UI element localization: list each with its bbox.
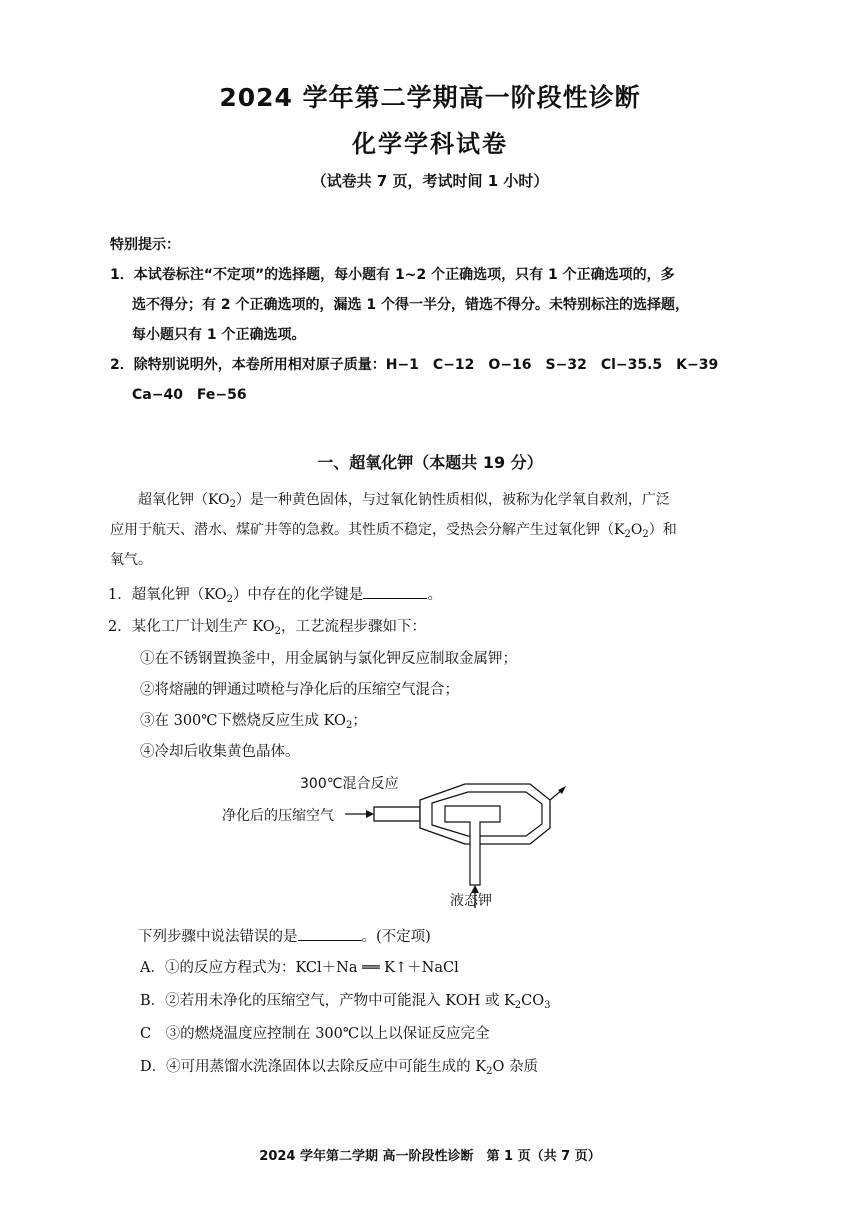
reactor-diagram bbox=[200, 770, 660, 910]
answer-blank[interactable] bbox=[363, 584, 427, 599]
option-d[interactable]: D．④可用蒸馏水洗涤固体以去除反应中可能生成的 $K_2O$ 杂质 bbox=[140, 1059, 538, 1077]
question-2: 2．某化工厂计划生产 $KO_2$，工艺流程步骤如下： bbox=[108, 619, 427, 637]
notice-item-1-line-3: 每小题只有 1 个正确选项。 bbox=[132, 327, 306, 343]
option-c[interactable]: C ③的燃烧温度应控制在 300℃以上以保证反应完全 bbox=[140, 1026, 490, 1042]
reactor-drawing bbox=[200, 770, 660, 910]
exam-subject: 化学学科试卷 bbox=[352, 130, 508, 158]
section-heading: 一、超氧化钾（本题共 19 分） bbox=[317, 453, 543, 472]
air-label: 净化后的压缩空气 bbox=[222, 808, 334, 824]
question-1: 1．超氧化钾$(KO_2)$中存在的化学键是 。 bbox=[108, 580, 768, 610]
option-a[interactable]: A．①的反应方程式为：KCl＋Na ══ K↑＋NaCl bbox=[140, 960, 459, 976]
intro-line-3: 氧气。 bbox=[110, 552, 152, 568]
potassium-label: 液态钾 bbox=[450, 893, 492, 909]
exam-info: （试卷共 7 页，考试时间 1 小时） bbox=[311, 172, 549, 190]
step-4: ④冷却后收集黄色晶体。 bbox=[140, 744, 300, 760]
intro-line-2: 应用于航天、潜水、煤矿井等的急救。其性质不稳定，受热会分解产生过氧化钾$(K_2O_2)$和 bbox=[110, 522, 677, 540]
special-notice bbox=[110, 230, 770, 410]
notice-item-2-line-2: Ca−40 Fe−56 bbox=[132, 387, 247, 403]
exam-title: 2024 学年第二学期高一阶段性诊断 bbox=[219, 83, 641, 112]
reactor-label: 300℃混合反应 bbox=[300, 776, 399, 792]
option-b[interactable]: B．②若用未净化的压缩空气，产物中可能混入 KOH 或 $K_2CO_3$ bbox=[140, 993, 551, 1011]
question-2-prompt: 下列步骤中说法错误的是 。(不定项) bbox=[138, 922, 798, 952]
notice-item-1-line-1: 1．本试卷标注“不定项”的选择题，每小题有 1~2 个正确选项，只有 1 个正确选项的，多 bbox=[110, 267, 675, 283]
section-intro bbox=[110, 485, 760, 575]
step-3: ③在 300℃下燃烧反应生成 $KO_2$； bbox=[140, 713, 367, 731]
nozzle bbox=[445, 806, 500, 885]
step-2: ②将熔融的钾通过喷枪与净化后的压缩空气混合； bbox=[140, 682, 459, 698]
page-footer: 2024 学年第二学期 高一阶段性诊断 第 1 页（共 7 页） bbox=[259, 1149, 601, 1164]
notice-item-2-line-1: 2．除特别说明外，本卷所用相对原子质量：H−1 C−12 O−16 S−32 Cl−35.5 K−39 bbox=[110, 357, 719, 373]
step-1: ①在不锈钢置换釜中，用金属钠与氯化钾反应制取金属钾； bbox=[140, 651, 517, 667]
process-steps bbox=[140, 644, 760, 768]
answer-blank[interactable] bbox=[298, 926, 362, 941]
notice-heading: 特别提示： bbox=[110, 237, 180, 253]
options-list bbox=[140, 952, 770, 1084]
air-arrow-head bbox=[366, 810, 374, 818]
intro-line-1: 超氧化钾$(KO_2)$是一种黄色固体，与过氧化钠性质相似，被称为化学氧自救剂，广泛 bbox=[138, 492, 670, 510]
inlet-pipe bbox=[374, 807, 420, 821]
notice-item-1-line-2: 选不得分；有 2 个正确选项的，漏选 1 个得一半分，错选不得分。未特别标注的选择题， bbox=[132, 297, 689, 313]
